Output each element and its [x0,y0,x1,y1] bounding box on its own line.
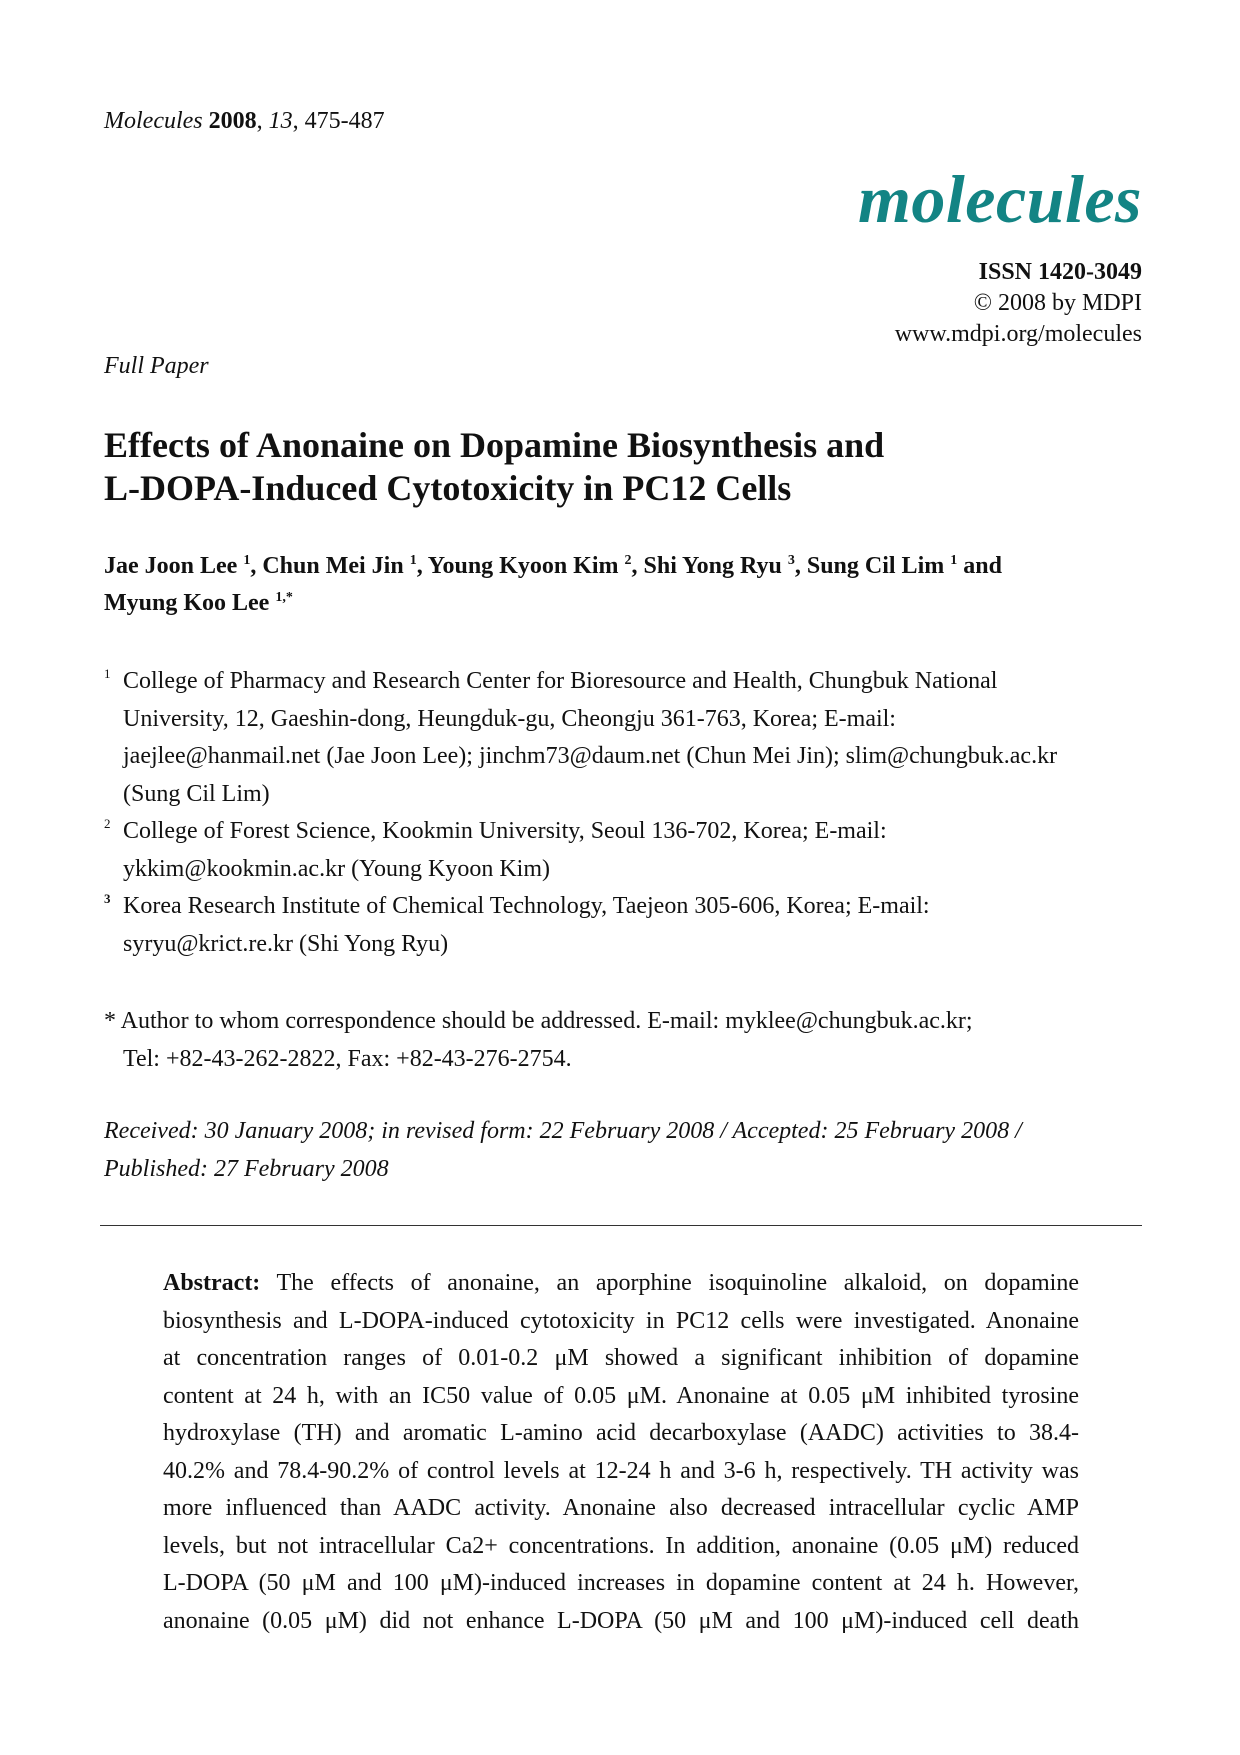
author-name: Sung Cil Lim [806,553,951,579]
author-name: Chun Mei Jin [262,553,410,579]
journal-name: Molecules [104,108,203,134]
dates-line-1: Received: 30 January 2008; in revised form: 22 February 2008 / Accepted: 25 February 2008 / [104,1118,1022,1144]
author-affil-sup: 3 [787,553,795,568]
journal-url[interactable]: www.mdpi.org/molecules [894,321,1142,347]
affiliation-3 [104,888,1144,963]
journal-logo: molecules [857,161,1142,237]
affiliation-line: College of Forest Science, Kookmin University, Seoul 136-702, Korea; E-mail: [123,818,887,844]
paper-type: Full Paper [104,353,209,379]
paper-title [104,424,1144,510]
author-affil-sup: 1,* [275,590,293,605]
correspondence-line-1: * Author to whom correspondence should be addressed. E-mail: myklee@chungbuk.ac.kr; [104,1008,973,1034]
affiliations [104,663,1144,963]
publisher-info [895,257,1142,350]
author-separator: and [957,553,1002,579]
affiliation-line: Korea Research Institute of Chemical Technology, Taejeon 305-606, Korea; E-mail: [123,893,930,919]
section-divider [100,1225,1142,1226]
journal-citation: Molecules 2008, 13, 475-487 [104,108,385,134]
author-affil-sup: 1 [243,553,251,568]
publication-dates [104,1113,1144,1188]
author-affil-sup: 1 [950,553,958,568]
abstract [163,1265,1079,1640]
author-line-2 [104,585,1144,622]
abstract-line: more influenced than AADC activity. Anonaine also decreased intracellular cyclic AMP [163,1495,1079,1521]
abstract-line: levels, but not intracellular Ca2+ concentrations. In addition, anonaine (0.05 μM) reduced [163,1532,1079,1559]
affiliation-number: 2 [104,816,111,831]
affiliation-number: 1 [104,666,111,681]
affiliation-line: (Sung Cil Lim) [123,780,270,807]
author-separator: , [794,553,807,579]
author-affil-sup: 1 [409,553,417,568]
correspondence-line-2: Tel: +82-43-262-2822, Fax: +82-43-276-2754. [123,1045,572,1072]
abstract-line: L-DOPA (50 μM and 100 μM)-induced increases in dopamine content at 24 h. However, [163,1570,1079,1596]
author-name: Myung Koo Lee [104,590,276,616]
dates-line-2: Published: 27 February 2008 [104,1155,389,1182]
journal-year: 2008 [208,108,257,134]
correspondence-note [104,1003,1144,1078]
author-list [104,548,1144,622]
abstract-line: biosynthesis and L-DOPA-induced cytotoxicity in PC12 cells were investigated. Anonaine [163,1307,1079,1334]
affiliation-2 [104,813,1144,888]
author-separator: , [416,553,428,579]
abstract-text: The effects of anonaine, an aporphine isoquinoline alkaloid, on dopamine [260,1270,1079,1296]
affiliation-line: syryu@krict.re.kr (Shi Yong Ryu) [123,930,449,957]
journal-volume: 13 [268,108,293,134]
author-name: Young Kyoon Kim [427,553,625,579]
affiliation-line: University, 12, Gaeshin-dong, Heungduk-gu, Cheongju 361-763, Korea; E-mail: [123,705,896,732]
title-line-1: Effects of Anonaine on Dopamine Biosynthesis and [104,425,885,465]
affiliation-line: College of Pharmacy and Research Center for Bioresource and Health, Chungbuk National [123,668,998,694]
abstract-line: at concentration ranges of 0.01-0.2 μM showed a significant inhibition of dopamine [163,1345,1079,1371]
author-affil-sup: 2 [624,553,632,568]
abstract-line: anonaine (0.05 μM) did not enhance L-DOPA (50 μM and 100 μM)-induced cell death [163,1607,1079,1634]
abstract-line: 40.2% and 78.4-90.2% of control levels at 12-24 h and 3-6 h, respectively. TH activity was [163,1457,1079,1484]
abstract-line: hydroxylase (TH) and aromatic L-amino acid decarboxylase (AADC) activities to 38.4- [163,1420,1079,1446]
title-line-2: L-DOPA-Induced Cytotoxicity in PC12 Cells [104,468,792,508]
author-name: Shi Yong Ryu [643,553,788,579]
abstract-label: Abstract: [163,1270,261,1296]
affiliation-line: jaejlee@hanmail.net (Jae Joon Lee); jinchm73@daum.net (Chun Mei Jin); slim@chungbuk.ac.kr [123,743,1058,769]
affiliation-number: 3 [104,891,111,906]
author-line-1 [104,548,1144,585]
journal-pages: 475-487 [304,108,385,134]
affiliation-1 [104,663,1144,813]
abstract-line: content at 24 h, with an IC50 value of 0.05 μM. Anonaine at 0.05 μM inhibited tyrosine [163,1382,1079,1409]
issn: ISSN 1420-3049 [978,259,1142,285]
copyright: © 2008 by MDPI [973,290,1142,316]
affiliation-line: ykkim@kookmin.ac.kr (Young Kyoon Kim) [123,855,550,882]
author-separator: , [250,553,263,579]
author-name: Jae Joon Lee [104,553,244,579]
author-separator: , [631,553,644,579]
abstract-line [163,1265,1079,1303]
